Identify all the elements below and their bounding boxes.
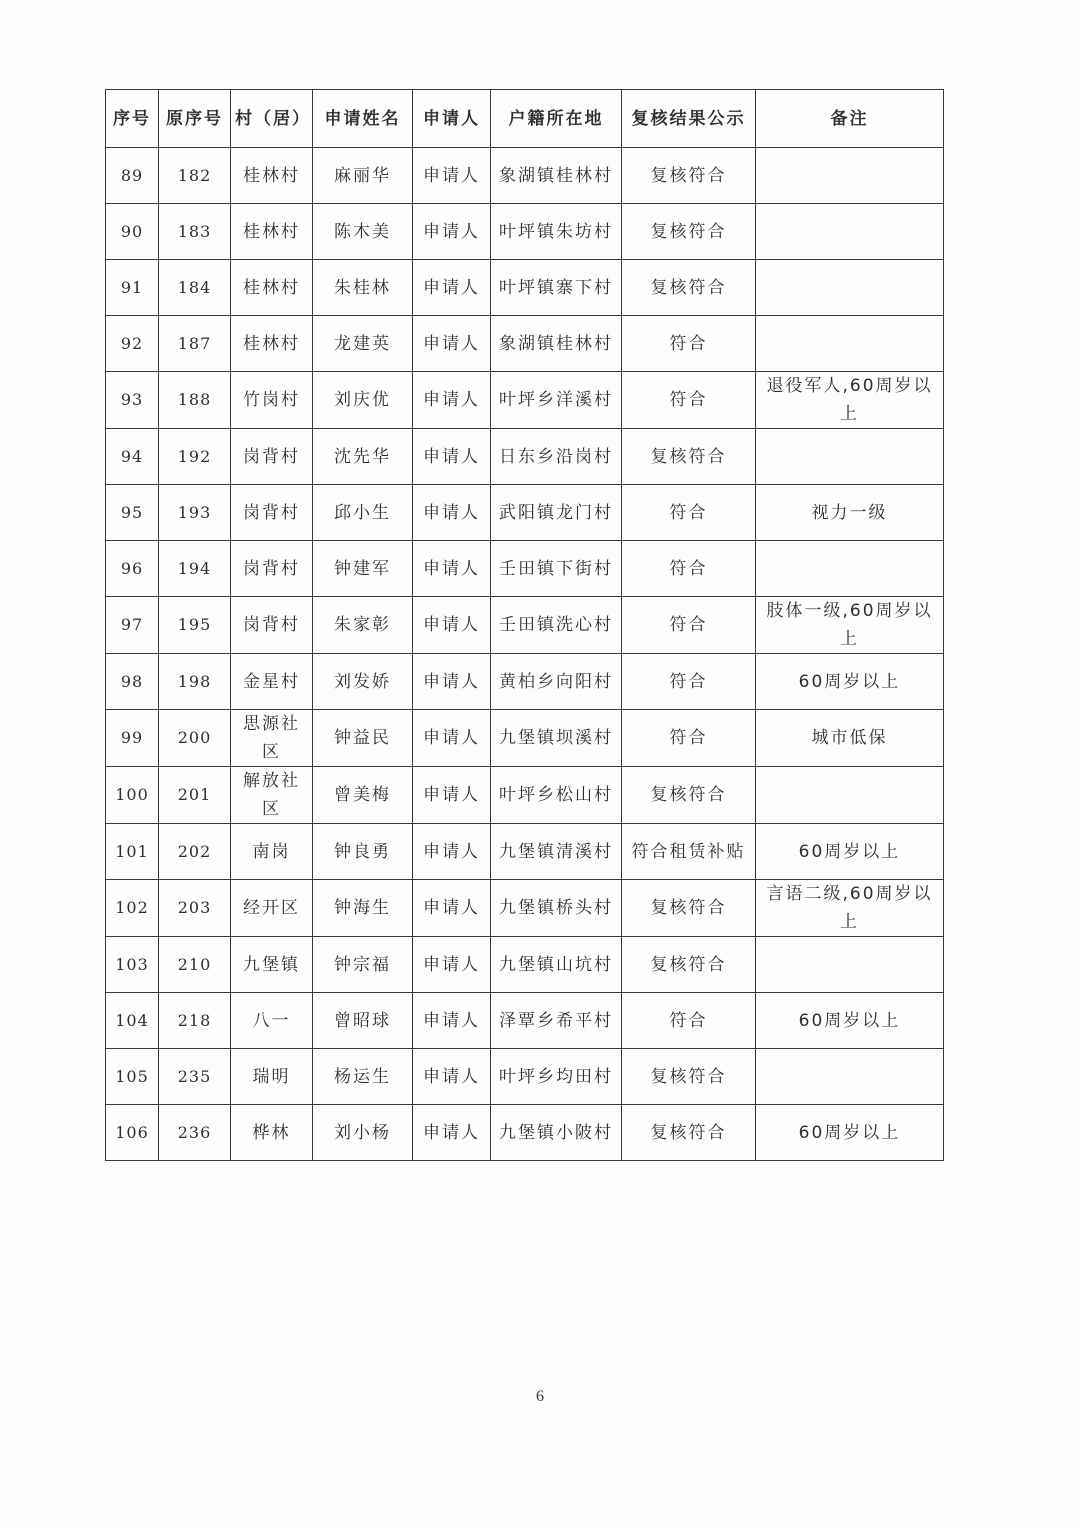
cell-household-registration: 九堡镇山坑村: [491, 937, 622, 993]
header-remarks: 备注: [756, 90, 944, 148]
cell-village: 解放社区: [231, 767, 313, 824]
cell-review-result: 符合: [622, 654, 756, 710]
cell-review-result: 复核符合: [622, 260, 756, 316]
cell-household-registration: 叶坪镇寨下村: [491, 260, 622, 316]
cell-applicant-name: 曾昭球: [313, 993, 413, 1049]
cell-seq: 104: [106, 993, 159, 1049]
cell-village: 岗背村: [231, 485, 313, 541]
table-row: [106, 597, 944, 654]
cell-applicant-name: 朱桂林: [313, 260, 413, 316]
cell-applicant: 申请人: [413, 1105, 491, 1161]
cell-applicant-name: 钟建军: [313, 541, 413, 597]
cell-seq: 98: [106, 654, 159, 710]
cell-applicant-name: 陈木美: [313, 204, 413, 260]
cell-remarks: [756, 148, 944, 204]
cell-applicant: 申请人: [413, 372, 491, 429]
cell-remarks: 退役军人,60周岁以上: [756, 372, 944, 429]
cell-remarks: [756, 1049, 944, 1105]
table-row: [106, 767, 944, 824]
cell-household-registration: 九堡镇清溪村: [491, 824, 622, 880]
cell-applicant-name: 朱家彰: [313, 597, 413, 654]
cell-applicant-name: 钟宗福: [313, 937, 413, 993]
cell-review-result: 复核符合: [622, 1049, 756, 1105]
cell-original-seq: 193: [159, 485, 231, 541]
cell-original-seq: 184: [159, 260, 231, 316]
cell-applicant-name: 刘庆优: [313, 372, 413, 429]
cell-applicant: 申请人: [413, 654, 491, 710]
cell-seq: 106: [106, 1105, 159, 1161]
cell-household-registration: 壬田镇下街村: [491, 541, 622, 597]
header-applicant: 申请人: [413, 90, 491, 148]
cell-seq: 100: [106, 767, 159, 824]
cell-applicant: 申请人: [413, 880, 491, 937]
cell-original-seq: 183: [159, 204, 231, 260]
cell-remarks: 60周岁以上: [756, 824, 944, 880]
cell-seq: 91: [106, 260, 159, 316]
cell-household-registration: 叶坪乡均田村: [491, 1049, 622, 1105]
cell-review-result: 复核符合: [622, 148, 756, 204]
cell-applicant: 申请人: [413, 204, 491, 260]
cell-village: 竹岗村: [231, 372, 313, 429]
cell-applicant: 申请人: [413, 937, 491, 993]
cell-seq: 105: [106, 1049, 159, 1105]
table-row: [106, 1049, 944, 1105]
cell-village: 岗背村: [231, 429, 313, 485]
table-header: [106, 90, 944, 148]
cell-applicant-name: 刘发娇: [313, 654, 413, 710]
cell-review-result: 符合: [622, 710, 756, 767]
header-seq: 序号: [106, 90, 159, 148]
cell-original-seq: 187: [159, 316, 231, 372]
cell-review-result: 符合: [622, 597, 756, 654]
cell-remarks: [756, 316, 944, 372]
cell-household-registration: 象湖镇桂林村: [491, 316, 622, 372]
cell-applicant-name: 钟益民: [313, 710, 413, 767]
cell-remarks: [756, 204, 944, 260]
cell-seq: 99: [106, 710, 159, 767]
table-body: [106, 148, 944, 1161]
cell-review-result: 符合: [622, 541, 756, 597]
cell-household-registration: 叶坪乡洋溪村: [491, 372, 622, 429]
cell-village: 经开区: [231, 880, 313, 937]
cell-applicant: 申请人: [413, 260, 491, 316]
cell-village: 金星村: [231, 654, 313, 710]
cell-village: 桂林村: [231, 204, 313, 260]
cell-seq: 92: [106, 316, 159, 372]
cell-applicant-name: 曾美梅: [313, 767, 413, 824]
table-row: [106, 429, 944, 485]
header-row: [106, 90, 944, 148]
cell-village: 岗背村: [231, 541, 313, 597]
cell-household-registration: 日东乡沿岗村: [491, 429, 622, 485]
cell-remarks: [756, 767, 944, 824]
cell-seq: 97: [106, 597, 159, 654]
cell-original-seq: 194: [159, 541, 231, 597]
cell-household-registration: 象湖镇桂林村: [491, 148, 622, 204]
cell-original-seq: 188: [159, 372, 231, 429]
cell-original-seq: 200: [159, 710, 231, 767]
cell-seq: 96: [106, 541, 159, 597]
cell-remarks: 60周岁以上: [756, 1105, 944, 1161]
cell-review-result: 复核符合: [622, 767, 756, 824]
cell-review-result: 复核符合: [622, 204, 756, 260]
cell-village: 桦林: [231, 1105, 313, 1161]
cell-review-result: 复核符合: [622, 937, 756, 993]
cell-remarks: 言语二级,60周岁以上: [756, 880, 944, 937]
cell-household-registration: 泽覃乡希平村: [491, 993, 622, 1049]
cell-seq: 94: [106, 429, 159, 485]
cell-household-registration: 九堡镇坝溪村: [491, 710, 622, 767]
cell-remarks: [756, 260, 944, 316]
cell-review-result: 符合: [622, 372, 756, 429]
cell-household-registration: 九堡镇桥头村: [491, 880, 622, 937]
table-row: [106, 541, 944, 597]
cell-review-result: 符合: [622, 993, 756, 1049]
cell-applicant: 申请人: [413, 767, 491, 824]
cell-applicant: 申请人: [413, 993, 491, 1049]
cell-household-registration: 九堡镇小陂村: [491, 1105, 622, 1161]
cell-applicant: 申请人: [413, 485, 491, 541]
cell-village: 岗背村: [231, 597, 313, 654]
cell-original-seq: 210: [159, 937, 231, 993]
page-number: 6: [536, 1388, 544, 1405]
table-row: [106, 824, 944, 880]
header-applicant-name: 申请姓名: [313, 90, 413, 148]
header-household-registration: 户籍所在地: [491, 90, 622, 148]
header-review-result: 复核结果公示: [622, 90, 756, 148]
cell-review-result: 复核符合: [622, 429, 756, 485]
table-row: [106, 316, 944, 372]
cell-review-result: 符合: [622, 316, 756, 372]
cell-original-seq: 218: [159, 993, 231, 1049]
table-row: [106, 993, 944, 1049]
cell-remarks: 60周岁以上: [756, 993, 944, 1049]
cell-original-seq: 202: [159, 824, 231, 880]
cell-applicant: 申请人: [413, 148, 491, 204]
cell-applicant: 申请人: [413, 1049, 491, 1105]
cell-original-seq: 195: [159, 597, 231, 654]
table-row: [106, 880, 944, 937]
review-results-table: [105, 89, 944, 1161]
cell-household-registration: 武阳镇龙门村: [491, 485, 622, 541]
cell-remarks: [756, 937, 944, 993]
table-row: [106, 204, 944, 260]
cell-remarks: [756, 541, 944, 597]
cell-original-seq: 201: [159, 767, 231, 824]
cell-applicant-name: 麻丽华: [313, 148, 413, 204]
cell-seq: 102: [106, 880, 159, 937]
cell-original-seq: 182: [159, 148, 231, 204]
cell-household-registration: 叶坪乡松山村: [491, 767, 622, 824]
cell-seq: 89: [106, 148, 159, 204]
table-row: [106, 260, 944, 316]
cell-review-result: 符合: [622, 485, 756, 541]
cell-original-seq: 203: [159, 880, 231, 937]
cell-seq: 93: [106, 372, 159, 429]
cell-village: 九堡镇: [231, 937, 313, 993]
table-row: [106, 485, 944, 541]
cell-village: 桂林村: [231, 148, 313, 204]
cell-seq: 101: [106, 824, 159, 880]
cell-applicant-name: 龙建英: [313, 316, 413, 372]
cell-village: 南岗: [231, 824, 313, 880]
table-row: [106, 148, 944, 204]
cell-remarks: 肢体一级,60周岁以上: [756, 597, 944, 654]
cell-remarks: 城市低保: [756, 710, 944, 767]
cell-applicant-name: 杨运生: [313, 1049, 413, 1105]
cell-village: 瑞明: [231, 1049, 313, 1105]
cell-applicant-name: 邱小生: [313, 485, 413, 541]
table-row: [106, 1105, 944, 1161]
cell-remarks: 60周岁以上: [756, 654, 944, 710]
cell-original-seq: 198: [159, 654, 231, 710]
cell-household-registration: 叶坪镇朱坊村: [491, 204, 622, 260]
cell-applicant-name: 刘小杨: [313, 1105, 413, 1161]
cell-household-registration: 壬田镇洗心村: [491, 597, 622, 654]
cell-review-result: 复核符合: [622, 880, 756, 937]
cell-applicant: 申请人: [413, 316, 491, 372]
cell-applicant: 申请人: [413, 824, 491, 880]
cell-review-result: 复核符合: [622, 1105, 756, 1161]
table-row: [106, 372, 944, 429]
cell-original-seq: 192: [159, 429, 231, 485]
cell-applicant: 申请人: [413, 429, 491, 485]
cell-remarks: [756, 429, 944, 485]
table-row: [106, 937, 944, 993]
cell-village: 桂林村: [231, 260, 313, 316]
cell-remarks: 视力一级: [756, 485, 944, 541]
cell-original-seq: 236: [159, 1105, 231, 1161]
cell-village: 思源社区: [231, 710, 313, 767]
cell-applicant-name: 沈先华: [313, 429, 413, 485]
cell-applicant: 申请人: [413, 597, 491, 654]
cell-seq: 95: [106, 485, 159, 541]
header-original-seq: 原序号: [159, 90, 231, 148]
cell-village: 桂林村: [231, 316, 313, 372]
cell-applicant-name: 钟良勇: [313, 824, 413, 880]
cell-applicant-name: 钟海生: [313, 880, 413, 937]
cell-applicant: 申请人: [413, 541, 491, 597]
cell-seq: 103: [106, 937, 159, 993]
table-row: [106, 654, 944, 710]
cell-original-seq: 235: [159, 1049, 231, 1105]
cell-seq: 90: [106, 204, 159, 260]
header-village: 村（居）: [231, 90, 313, 148]
cell-village: 八一: [231, 993, 313, 1049]
cell-review-result: 符合租赁补贴: [622, 824, 756, 880]
cell-household-registration: 黄柏乡向阳村: [491, 654, 622, 710]
table-row: [106, 710, 944, 767]
cell-applicant: 申请人: [413, 710, 491, 767]
